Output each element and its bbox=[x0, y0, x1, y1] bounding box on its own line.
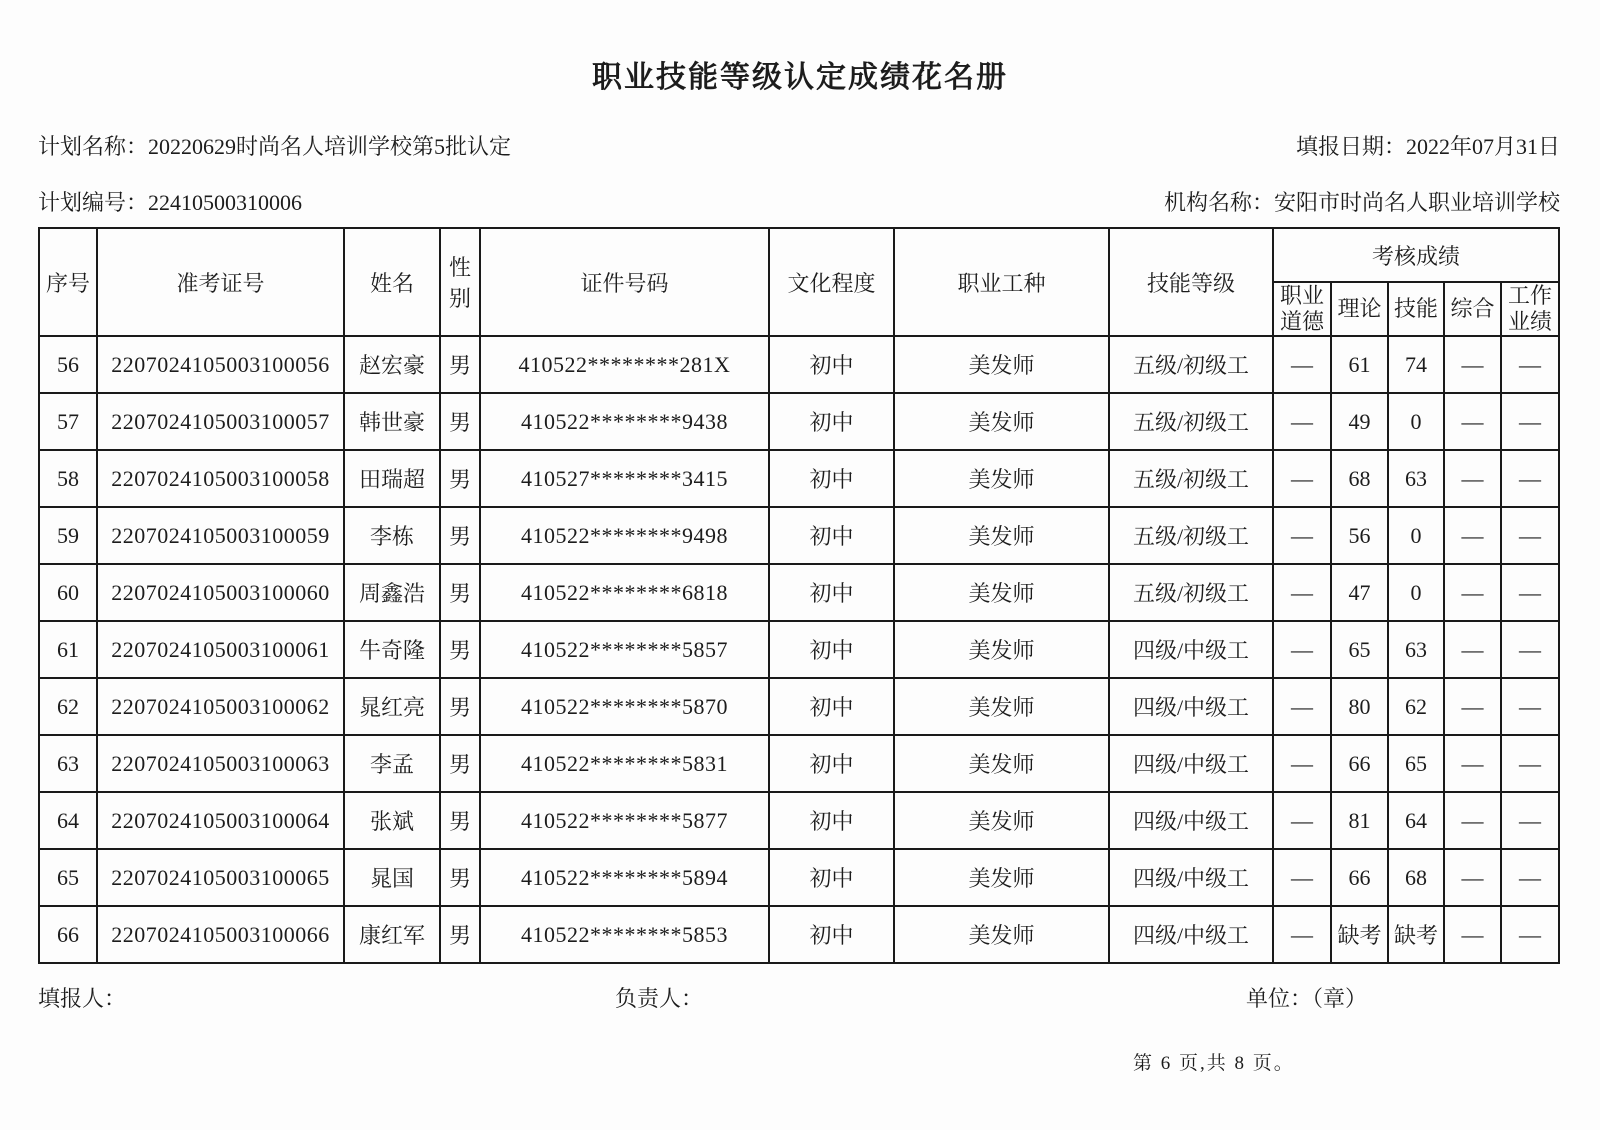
cell-exam-no: 2207024105003100064 bbox=[97, 792, 344, 849]
cell-score-comprehensive: — bbox=[1444, 735, 1501, 792]
cell-seq: 61 bbox=[39, 621, 97, 678]
header-seq: 序号 bbox=[39, 228, 97, 336]
cell-gender: 男 bbox=[440, 735, 480, 792]
cell-score-work: — bbox=[1501, 621, 1559, 678]
cell-occupation: 美发师 bbox=[894, 393, 1109, 450]
cell-score-work: — bbox=[1501, 507, 1559, 564]
cell-occupation: 美发师 bbox=[894, 849, 1109, 906]
cell-skill-level: 五级/初级工 bbox=[1109, 393, 1273, 450]
cell-score-theory: 80 bbox=[1331, 678, 1388, 735]
org-name-value: 安阳市时尚名人职业培训学校 bbox=[1273, 190, 1560, 215]
cell-name: 牛奇隆 bbox=[344, 621, 440, 678]
plan-code bbox=[38, 186, 302, 217]
cell-id-no: 410522********9438 bbox=[480, 393, 769, 450]
report-date-value: 2022年07月31日 bbox=[1405, 134, 1560, 159]
cell-score-comprehensive: — bbox=[1444, 678, 1501, 735]
cell-score-theory: 81 bbox=[1331, 792, 1388, 849]
cell-score-comprehensive: — bbox=[1444, 336, 1501, 393]
cell-score-morality: — bbox=[1273, 735, 1331, 792]
cell-name: 赵宏豪 bbox=[344, 336, 440, 393]
header-gender: 性别 bbox=[440, 228, 480, 336]
meta-row-1 bbox=[38, 130, 1560, 161]
cell-score-morality: — bbox=[1273, 906, 1331, 963]
cell-score-morality: — bbox=[1273, 564, 1331, 621]
cell-score-work: — bbox=[1501, 564, 1559, 621]
cell-score-theory: 65 bbox=[1331, 621, 1388, 678]
cell-score-skill: 64 bbox=[1388, 792, 1444, 849]
meta-row-2 bbox=[38, 186, 1560, 217]
cell-seq: 58 bbox=[39, 450, 97, 507]
cell-score-morality: — bbox=[1273, 621, 1331, 678]
cell-occupation: 美发师 bbox=[894, 621, 1109, 678]
header-education: 文化程度 bbox=[769, 228, 894, 336]
cell-score-skill: 63 bbox=[1388, 450, 1444, 507]
cell-name: 康红军 bbox=[344, 906, 440, 963]
header-occupation: 职业工种 bbox=[894, 228, 1109, 336]
plan-name bbox=[38, 130, 511, 161]
cell-seq: 66 bbox=[39, 906, 97, 963]
page-title: 职业技能等级认定成绩花名册 bbox=[592, 61, 1008, 94]
table-row bbox=[39, 450, 1559, 507]
table-row bbox=[39, 621, 1559, 678]
cell-score-theory: 66 bbox=[1331, 735, 1388, 792]
report-date-label: 填报日期： bbox=[1295, 134, 1406, 159]
cell-seq: 57 bbox=[39, 393, 97, 450]
header-score-morality: 职业道德 bbox=[1273, 282, 1331, 336]
cell-seq: 60 bbox=[39, 564, 97, 621]
cell-name: 周鑫浩 bbox=[344, 564, 440, 621]
cell-exam-no: 2207024105003100057 bbox=[97, 393, 344, 450]
cell-exam-no: 2207024105003100061 bbox=[97, 621, 344, 678]
table-row bbox=[39, 393, 1559, 450]
cell-gender: 男 bbox=[440, 678, 480, 735]
cell-skill-level: 四级/中级工 bbox=[1109, 792, 1273, 849]
cell-skill-level: 四级/中级工 bbox=[1109, 735, 1273, 792]
filler-label: 填报人： bbox=[38, 986, 127, 1011]
signature-row bbox=[38, 982, 1560, 1012]
cell-name: 韩世豪 bbox=[344, 393, 440, 450]
cell-gender: 男 bbox=[440, 792, 480, 849]
cell-occupation: 美发师 bbox=[894, 564, 1109, 621]
cell-score-theory: 66 bbox=[1331, 849, 1388, 906]
cell-occupation: 美发师 bbox=[894, 507, 1109, 564]
cell-occupation: 美发师 bbox=[894, 450, 1109, 507]
manager-label: 负责人： bbox=[615, 986, 704, 1011]
cell-score-skill: 0 bbox=[1388, 393, 1444, 450]
table-row bbox=[39, 735, 1559, 792]
cell-id-no: 410522********5894 bbox=[480, 849, 769, 906]
cell-skill-level: 五级/初级工 bbox=[1109, 450, 1273, 507]
cell-education: 初中 bbox=[769, 792, 894, 849]
cell-score-work: — bbox=[1501, 393, 1559, 450]
header-exam-no: 准考证号 bbox=[97, 228, 344, 336]
cell-score-skill: 0 bbox=[1388, 564, 1444, 621]
cell-score-morality: — bbox=[1273, 336, 1331, 393]
cell-exam-no: 2207024105003100056 bbox=[97, 336, 344, 393]
cell-name: 李孟 bbox=[344, 735, 440, 792]
cell-id-no: 410522********5831 bbox=[480, 735, 769, 792]
cell-gender: 男 bbox=[440, 621, 480, 678]
cell-id-no: 410522********5870 bbox=[480, 678, 769, 735]
cell-score-theory: 68 bbox=[1331, 450, 1388, 507]
cell-score-morality: — bbox=[1273, 849, 1331, 906]
header-skill-level: 技能等级 bbox=[1109, 228, 1273, 336]
cell-id-no: 410522********5877 bbox=[480, 792, 769, 849]
cell-seq: 56 bbox=[39, 336, 97, 393]
header-score-group: 考核成绩 bbox=[1273, 228, 1559, 282]
cell-skill-level: 五级/初级工 bbox=[1109, 564, 1273, 621]
cell-score-skill: 74 bbox=[1388, 336, 1444, 393]
cell-exam-no: 2207024105003100059 bbox=[97, 507, 344, 564]
cell-seq: 65 bbox=[39, 849, 97, 906]
cell-occupation: 美发师 bbox=[894, 678, 1109, 735]
cell-score-morality: — bbox=[1273, 507, 1331, 564]
cell-score-comprehensive: — bbox=[1444, 393, 1501, 450]
cell-exam-no: 2207024105003100065 bbox=[97, 849, 344, 906]
cell-exam-no: 2207024105003100058 bbox=[97, 450, 344, 507]
table-row bbox=[39, 564, 1559, 621]
cell-education: 初中 bbox=[769, 906, 894, 963]
cell-id-no: 410522********9498 bbox=[480, 507, 769, 564]
cell-occupation: 美发师 bbox=[894, 792, 1109, 849]
cell-score-work: — bbox=[1501, 792, 1559, 849]
table-row bbox=[39, 792, 1559, 849]
table-row bbox=[39, 507, 1559, 564]
cell-gender: 男 bbox=[440, 450, 480, 507]
cell-name: 李栋 bbox=[344, 507, 440, 564]
cell-score-theory: 61 bbox=[1331, 336, 1388, 393]
cell-seq: 59 bbox=[39, 507, 97, 564]
plan-code-label: 计划编号： bbox=[38, 190, 149, 215]
cell-score-skill: 0 bbox=[1388, 507, 1444, 564]
cell-id-no: 410522********5857 bbox=[480, 621, 769, 678]
cell-skill-level: 五级/初级工 bbox=[1109, 507, 1273, 564]
table-row bbox=[39, 849, 1559, 906]
cell-gender: 男 bbox=[440, 849, 480, 906]
cell-score-morality: — bbox=[1273, 450, 1331, 507]
cell-score-comprehensive: — bbox=[1444, 564, 1501, 621]
cell-skill-level: 四级/中级工 bbox=[1109, 906, 1273, 963]
org-name bbox=[1164, 186, 1560, 217]
table-row bbox=[39, 678, 1559, 735]
header-id-no: 证件号码 bbox=[480, 228, 769, 336]
cell-education: 初中 bbox=[769, 564, 894, 621]
cell-score-skill: 缺考 bbox=[1388, 906, 1444, 963]
cell-exam-no: 2207024105003100060 bbox=[97, 564, 344, 621]
cell-education: 初中 bbox=[769, 678, 894, 735]
cell-id-no: 410522********6818 bbox=[480, 564, 769, 621]
cell-score-comprehensive: — bbox=[1444, 621, 1501, 678]
cell-gender: 男 bbox=[440, 564, 480, 621]
cell-gender: 男 bbox=[440, 336, 480, 393]
cell-seq: 64 bbox=[39, 792, 97, 849]
cell-score-skill: 65 bbox=[1388, 735, 1444, 792]
cell-score-morality: — bbox=[1273, 678, 1331, 735]
cell-name: 张斌 bbox=[344, 792, 440, 849]
cell-education: 初中 bbox=[769, 336, 894, 393]
cell-exam-no: 2207024105003100062 bbox=[97, 678, 344, 735]
cell-occupation: 美发师 bbox=[894, 906, 1109, 963]
cell-skill-level: 五级/初级工 bbox=[1109, 336, 1273, 393]
cell-seq: 62 bbox=[39, 678, 97, 735]
cell-score-morality: — bbox=[1273, 393, 1331, 450]
cell-education: 初中 bbox=[769, 450, 894, 507]
cell-name: 晁红亮 bbox=[344, 678, 440, 735]
cell-score-theory: 56 bbox=[1331, 507, 1388, 564]
cell-score-skill: 63 bbox=[1388, 621, 1444, 678]
cell-score-work: — bbox=[1501, 849, 1559, 906]
unit-seal-label: 单位：（章） bbox=[1246, 986, 1368, 1011]
cell-score-work: — bbox=[1501, 450, 1559, 507]
header-score-comprehensive: 综合 bbox=[1444, 282, 1501, 336]
plan-name-label: 计划名称： bbox=[38, 134, 149, 159]
cell-name: 田瑞超 bbox=[344, 450, 440, 507]
cell-gender: 男 bbox=[440, 906, 480, 963]
header-score-skill: 技能 bbox=[1388, 282, 1444, 336]
cell-score-skill: 68 bbox=[1388, 849, 1444, 906]
table-row bbox=[39, 906, 1559, 963]
cell-occupation: 美发师 bbox=[894, 735, 1109, 792]
cell-skill-level: 四级/中级工 bbox=[1109, 621, 1273, 678]
cell-gender: 男 bbox=[440, 507, 480, 564]
header-name: 姓名 bbox=[344, 228, 440, 336]
cell-education: 初中 bbox=[769, 735, 894, 792]
cell-score-theory: 49 bbox=[1331, 393, 1388, 450]
cell-education: 初中 bbox=[769, 393, 894, 450]
cell-id-no: 410522********281X bbox=[480, 336, 769, 393]
cell-score-theory: 缺考 bbox=[1331, 906, 1388, 963]
header-score-work: 工作业绩 bbox=[1501, 282, 1559, 336]
cell-score-theory: 47 bbox=[1331, 564, 1388, 621]
cell-exam-no: 2207024105003100066 bbox=[97, 906, 344, 963]
table-row bbox=[39, 336, 1559, 393]
header-score-theory: 理论 bbox=[1331, 282, 1388, 336]
cell-score-comprehensive: — bbox=[1444, 906, 1501, 963]
cell-score-work: — bbox=[1501, 735, 1559, 792]
cell-score-work: — bbox=[1501, 336, 1559, 393]
cell-gender: 男 bbox=[440, 393, 480, 450]
plan-code-value: 22410500310006 bbox=[148, 190, 303, 215]
cell-id-no: 410522********5853 bbox=[480, 906, 769, 963]
page-number: 第 6 页,共 8 页。 bbox=[1133, 1053, 1295, 1074]
cell-name: 晁国 bbox=[344, 849, 440, 906]
cell-skill-level: 四级/中级工 bbox=[1109, 678, 1273, 735]
plan-name-value: 20220629时尚名人培训学校第5批认定 bbox=[148, 134, 512, 159]
cell-score-work: — bbox=[1501, 678, 1559, 735]
score-table-body bbox=[39, 336, 1559, 963]
cell-score-comprehensive: — bbox=[1444, 792, 1501, 849]
report-date bbox=[1296, 130, 1560, 161]
org-name-label: 机构名称： bbox=[1163, 190, 1274, 215]
cell-skill-level: 四级/中级工 bbox=[1109, 849, 1273, 906]
cell-score-skill: 62 bbox=[1388, 678, 1444, 735]
cell-id-no: 410527********3415 bbox=[480, 450, 769, 507]
cell-education: 初中 bbox=[769, 621, 894, 678]
cell-exam-no: 2207024105003100063 bbox=[97, 735, 344, 792]
cell-score-comprehensive: — bbox=[1444, 849, 1501, 906]
cell-score-comprehensive: — bbox=[1444, 450, 1501, 507]
cell-score-comprehensive: — bbox=[1444, 507, 1501, 564]
cell-score-work: — bbox=[1501, 906, 1559, 963]
cell-score-morality: — bbox=[1273, 792, 1331, 849]
score-roster-table bbox=[38, 227, 1560, 964]
cell-occupation: 美发师 bbox=[894, 336, 1109, 393]
cell-seq: 63 bbox=[39, 735, 97, 792]
cell-education: 初中 bbox=[769, 507, 894, 564]
cell-education: 初中 bbox=[769, 849, 894, 906]
